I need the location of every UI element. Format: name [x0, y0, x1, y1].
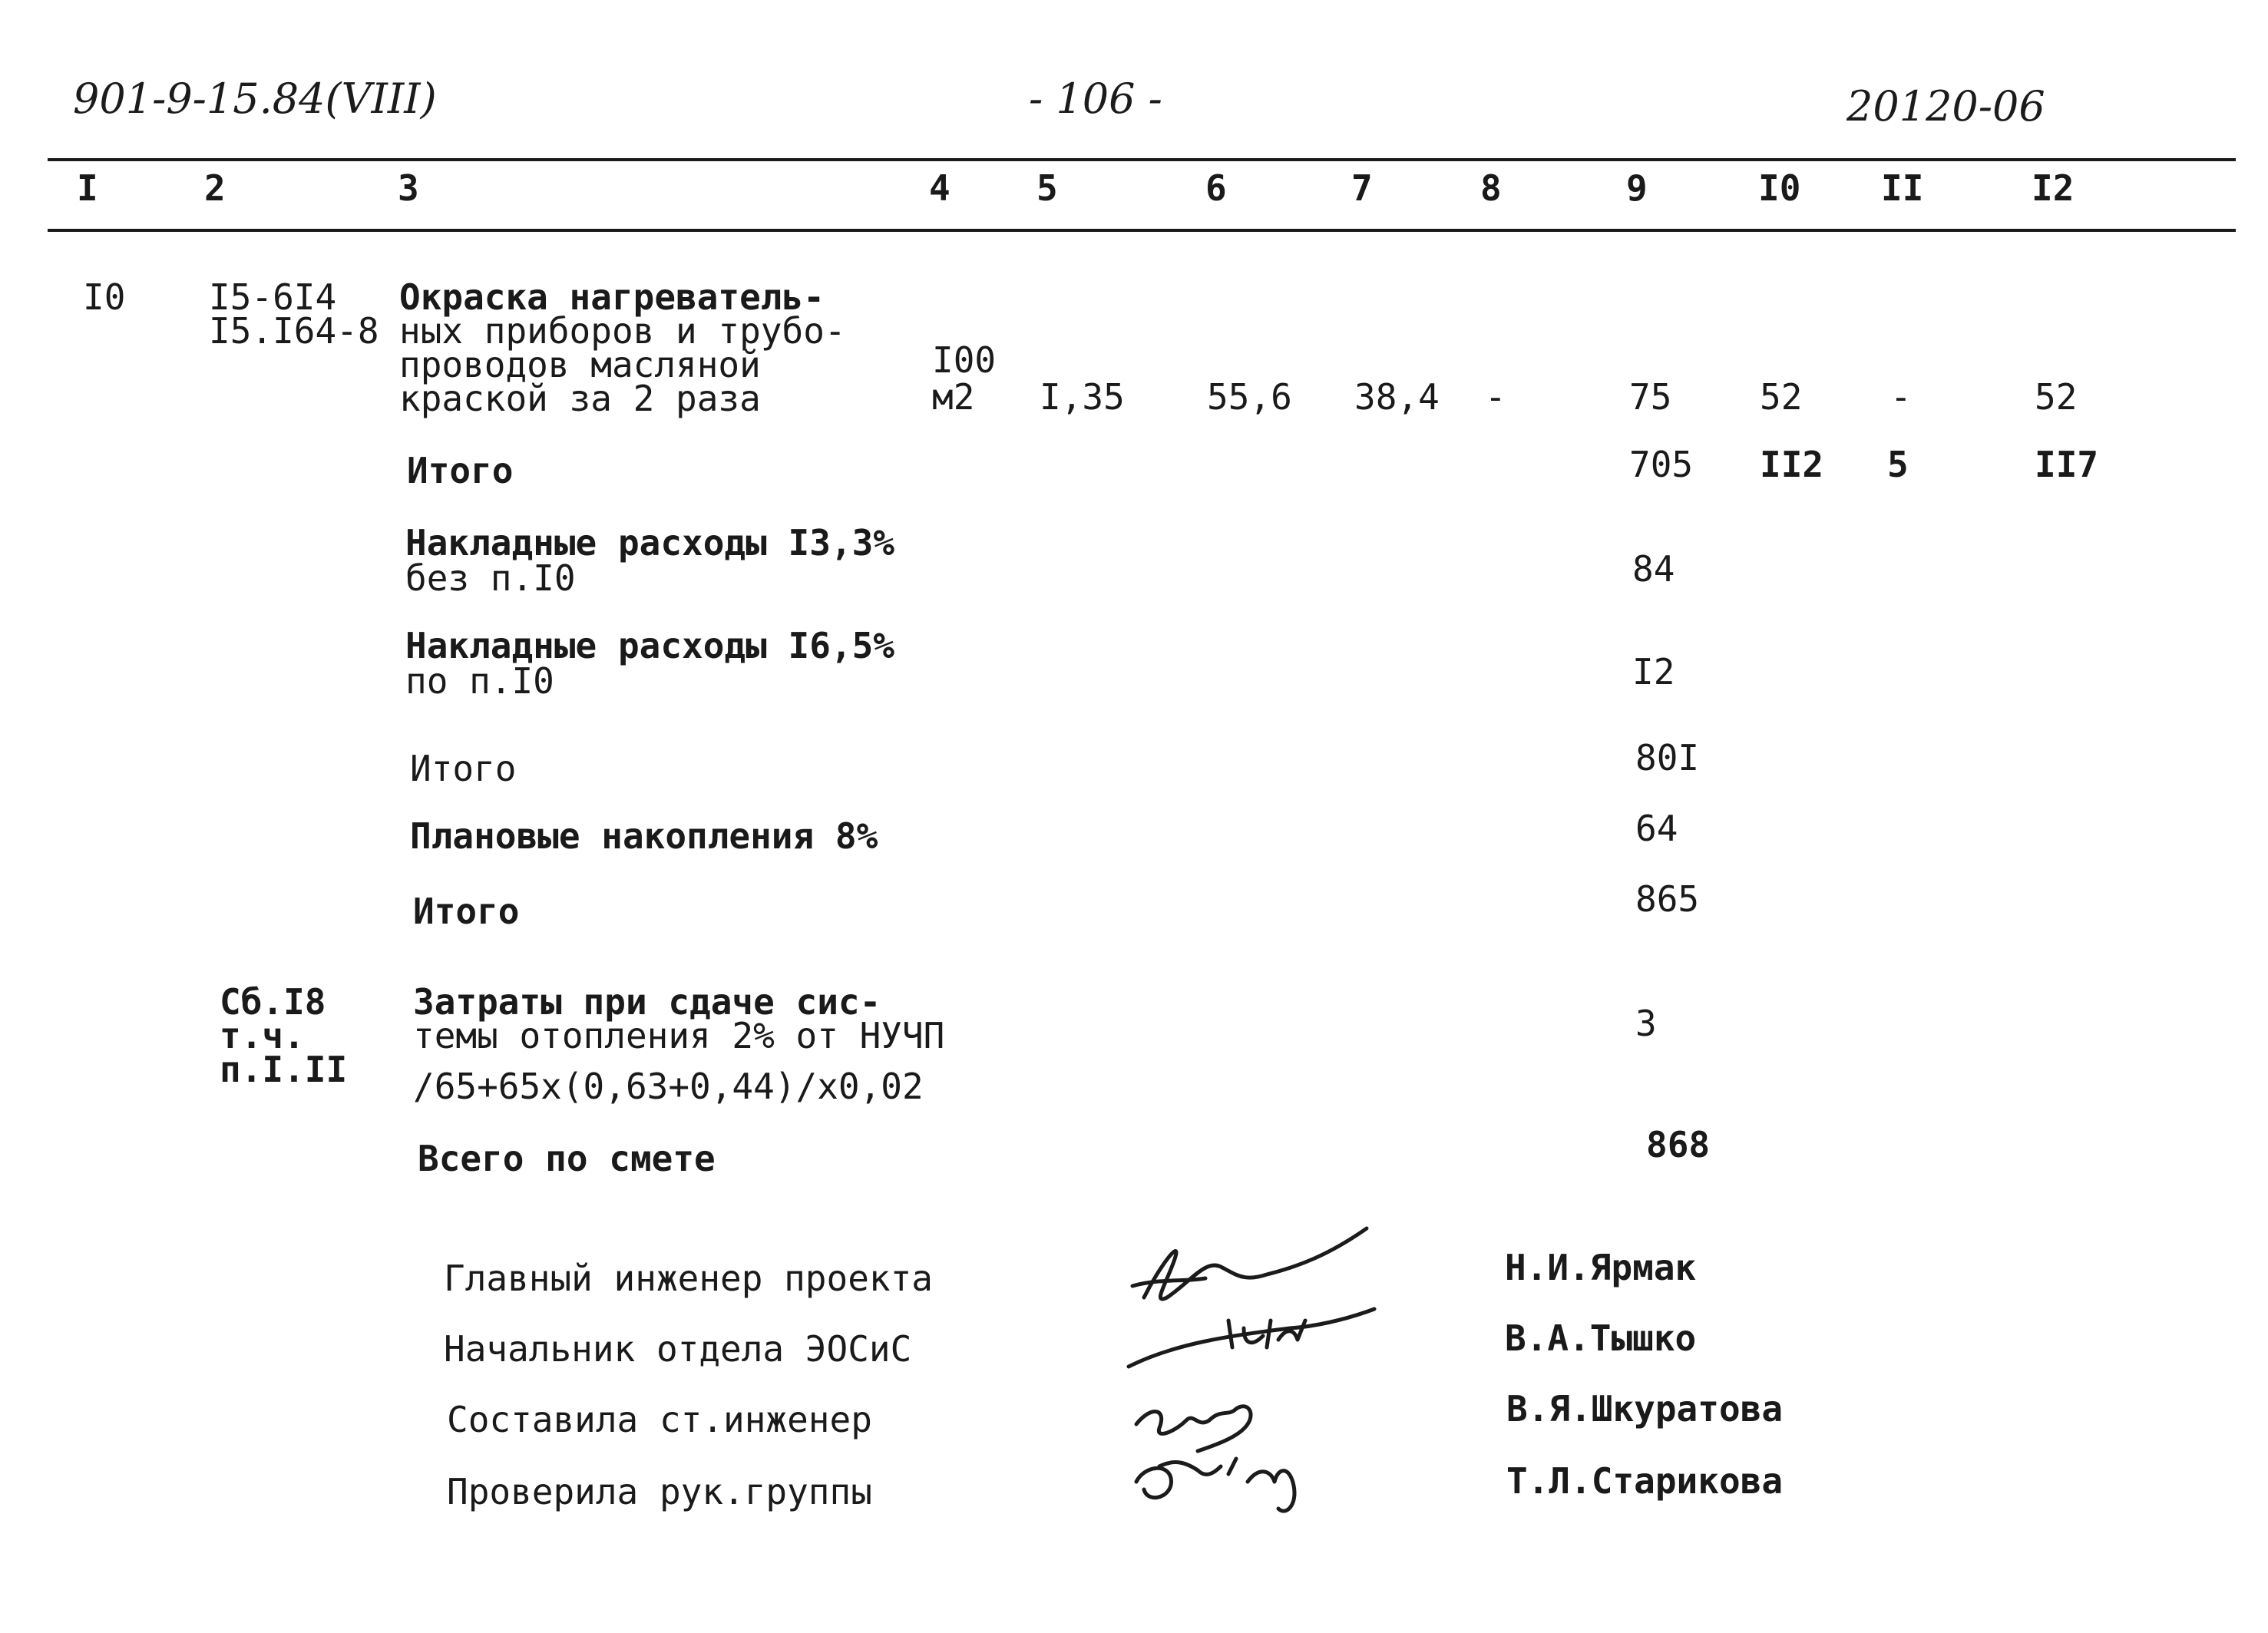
col-header-5: 5 — [1036, 167, 1058, 209]
handover-code-line2: т.ч. — [220, 1015, 305, 1056]
row-desc-line2: ных приборов и трубо- — [399, 310, 846, 352]
subtotal-label: Итого — [407, 450, 514, 491]
row-code-line1: I5-6I4 — [209, 276, 337, 318]
signature-name-1: Н.И.Ярмак — [1505, 1247, 1697, 1288]
row-col8: - — [1485, 376, 1506, 418]
signature-role-3: Составила ст.инженер — [447, 1399, 872, 1440]
subtotal-col12: II7 — [2035, 444, 2099, 485]
row-number: I0 — [83, 276, 126, 318]
row-desc-line4: краской за 2 раза — [399, 378, 761, 419]
overhead2-label-line1: Накладные расходы I6,5% — [405, 625, 894, 666]
overhead2-label-line2: по п.I0 — [405, 660, 554, 702]
subtotal-col9: 705 — [1629, 444, 1694, 485]
grand-total-label: Всего по смете — [418, 1138, 716, 1179]
col-header-12: I2 — [2032, 167, 2075, 209]
col-header-7: 7 — [1351, 167, 1373, 209]
row-col12: 52 — [2035, 376, 2078, 418]
page-number: - 106 - — [1029, 74, 1162, 123]
row-desc-line3: проводов масляной — [399, 344, 761, 385]
itogo2-label: Итого — [410, 748, 517, 789]
planned-savings-label: Плановые накопления 8% — [410, 815, 878, 857]
col-header-6: 6 — [1205, 167, 1227, 209]
document-code: 901-9-15.84(VIII) — [73, 74, 437, 123]
header-rule-bottom — [48, 229, 2236, 232]
subtotal-col11: 5 — [1887, 444, 1909, 485]
col-header-8: 8 — [1480, 167, 1502, 209]
col-header-3: 3 — [398, 167, 419, 209]
signature-role-4: Проверила рук.группы — [447, 1471, 872, 1512]
header-rule-top — [48, 158, 2236, 161]
col-header-11: II — [1881, 167, 1924, 209]
signature-name-4: Т.Л.Старикова — [1506, 1460, 1784, 1502]
overhead1-col9: 84 — [1632, 548, 1675, 590]
row-col6: 55,6 — [1207, 376, 1292, 418]
handover-col9: 3 — [1635, 1003, 1657, 1044]
col-header-2: 2 — [204, 167, 226, 209]
handwritten-signatures — [1113, 1213, 1436, 1520]
subtotal-col10: II2 — [1760, 444, 1824, 485]
row-col9: 75 — [1629, 376, 1672, 418]
overhead1-label-line1: Накладные расходы I3,3% — [405, 522, 894, 564]
handover-code-line3: п.I.II — [220, 1049, 348, 1090]
handover-formula: /65+65x(0,63+0,44)/x0,02 — [413, 1066, 924, 1107]
itogo3-col9: 865 — [1635, 878, 1700, 920]
sheet-number: 20120-06 — [1846, 82, 2045, 131]
itogo2-col9: 80I — [1635, 737, 1700, 778]
row-code-line2: I5.I64-8 — [209, 310, 379, 352]
col-header-1: I — [77, 167, 98, 209]
itogo3-label: Итого — [413, 891, 520, 932]
planned-savings-col9: 64 — [1635, 808, 1678, 849]
handover-desc-line1: Затраты при сдаче сис- — [413, 981, 881, 1023]
row-col11: - — [1890, 376, 1912, 418]
handover-code-line1: Сб.I8 — [220, 981, 326, 1023]
grand-total-col9: 868 — [1646, 1124, 1711, 1165]
row-unit-line2: м2 — [932, 376, 975, 418]
signature-role-2: Начальник отдела ЭОСиС — [444, 1328, 912, 1370]
col-header-4: 4 — [929, 167, 951, 209]
overhead1-label-line2: без п.I0 — [405, 557, 576, 599]
col-header-10: I0 — [1758, 167, 1801, 209]
col-header-9: 9 — [1626, 167, 1648, 209]
handover-desc-line2: темы отопления 2% от НУЧП — [413, 1015, 945, 1056]
row-desc-line1: Окраска нагреватель- — [399, 276, 825, 318]
row-col5: I,35 — [1040, 376, 1125, 418]
row-col10: 52 — [1760, 376, 1803, 418]
overhead2-col9: I2 — [1632, 651, 1675, 693]
row-unit-line1: I00 — [932, 339, 997, 381]
signature-name-3: В.Я.Шкуратова — [1506, 1388, 1784, 1430]
signature-role-1: Главный инженер проекта — [444, 1258, 933, 1299]
signature-name-2: В.А.Тышко — [1505, 1317, 1697, 1359]
row-col7: 38,4 — [1354, 376, 1440, 418]
